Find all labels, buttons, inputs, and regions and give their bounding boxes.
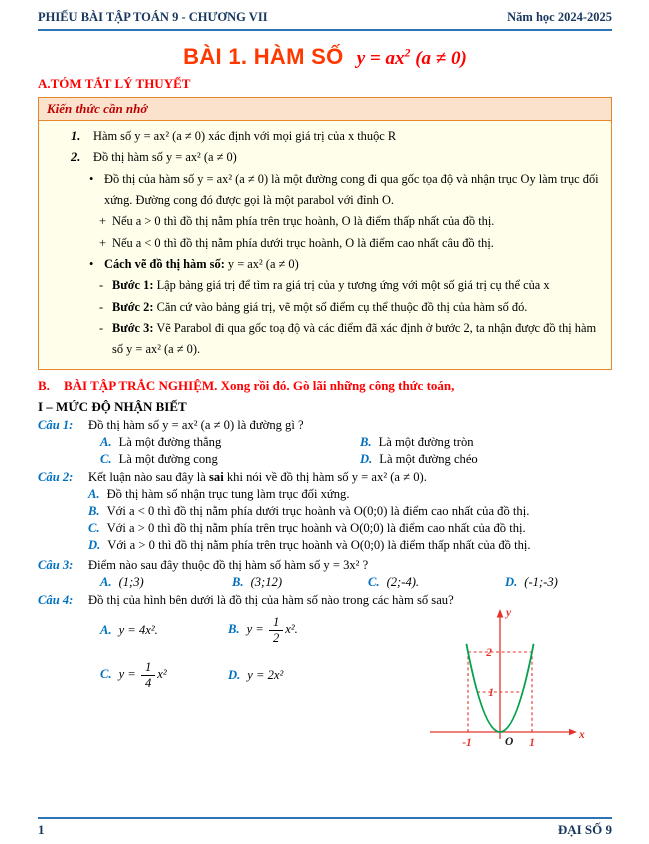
dash-marker: - bbox=[99, 299, 104, 314]
step-1-label: Bước 1: bbox=[112, 278, 154, 293]
option-text: (2;-4). bbox=[386, 574, 420, 589]
question-2-option-d bbox=[88, 538, 612, 553]
parabola-figure bbox=[404, 602, 612, 756]
frac-suffix: x². bbox=[285, 621, 298, 636]
option-text: Với a < 0 thì đồ thị nằm phía dưới trục hoành và O(0;0) là điểm cao nhất của đồ thị. bbox=[106, 503, 530, 518]
bullet-drawing-method bbox=[47, 254, 603, 275]
level-1-heading: I – MỨC ĐỘ NHẬN BIẾT bbox=[38, 398, 187, 414]
question-3 bbox=[38, 558, 612, 590]
lesson-formula bbox=[356, 45, 467, 69]
question-3-body bbox=[88, 558, 612, 590]
page-footer bbox=[38, 817, 612, 838]
option-text bbox=[246, 614, 298, 645]
question-4-text: Đồ thị của hình bên dưới là đồ thị của hàm số nào trong các hàm số sau? bbox=[88, 592, 454, 607]
option-text: Với a > 0 thì đồ thị nằm phía trên trục hoành và O(0;0) là điểm thấp nhất của đồ thị. bbox=[107, 537, 531, 552]
item-1-number: 1. bbox=[71, 129, 81, 143]
step-2-body: Căn cứ vào bảng giá trị, vẽ một số điểm cụ thể thuộc đồ thị của hàm số đó. bbox=[153, 299, 528, 314]
note-a-negative-text: Nếu a < 0 thì đồ thị nằm phía dưới trục hoành, O là điểm cao nhất câu đồ thị. bbox=[112, 235, 494, 250]
option-letter: C. bbox=[368, 574, 380, 589]
question-2-text-post: khi nói về đồ thị hàm số y = ax² (a ≠ 0). bbox=[223, 469, 427, 484]
section-b-heading bbox=[38, 378, 612, 394]
footer-book-title: ĐẠI SỐ 9 bbox=[557, 822, 612, 837]
question-4-body bbox=[88, 593, 612, 756]
y-axis-arrow bbox=[497, 609, 504, 618]
x-axis-label: x bbox=[579, 728, 585, 741]
section-b-text: BÀI TẬP TRẮC NGHIỆM. Xong rồi đó. Gò lãi những công thức toán, bbox=[64, 377, 455, 393]
question-2-option-c bbox=[88, 521, 612, 536]
step-3-text bbox=[112, 318, 603, 361]
option-letter: A. bbox=[100, 574, 112, 589]
section-b-label: B. bbox=[38, 377, 50, 393]
header-schoolyear: Năm học 2024-2025 bbox=[507, 10, 612, 24]
tick-label-y1: 1 bbox=[488, 686, 494, 699]
fraction bbox=[269, 616, 283, 645]
header-title: PHIẾU BÀI TẬP TOÁN 9 - CHƯƠNG VII bbox=[38, 10, 268, 24]
lesson-title: BÀI 1. HÀM SỐ bbox=[183, 44, 344, 69]
question-2-body bbox=[88, 470, 612, 555]
question-4-options bbox=[88, 616, 404, 691]
question-3-options bbox=[88, 575, 612, 590]
step-1-text bbox=[112, 275, 603, 296]
option-text: Là một đường thẳng bbox=[118, 434, 222, 449]
option-letter: B. bbox=[232, 574, 244, 589]
option-letter: C. bbox=[100, 451, 112, 466]
question-1-option-d bbox=[360, 452, 612, 467]
option-letter: A. bbox=[100, 622, 112, 637]
fraction-denominator: 2 bbox=[272, 630, 280, 645]
question-3-option-c bbox=[368, 575, 505, 590]
bullet-parabola-description bbox=[47, 169, 603, 212]
option-text: Là một đường tròn bbox=[378, 434, 474, 449]
item-2-text: Đồ thị hàm số y = ax² (a ≠ 0) bbox=[93, 150, 237, 165]
step-2-label: Bước 2: bbox=[112, 299, 154, 314]
graph-svg bbox=[410, 602, 600, 752]
option-letter: A. bbox=[100, 434, 112, 449]
frac-prefix: y = bbox=[246, 621, 267, 636]
question-3-option-d bbox=[505, 575, 612, 590]
bullet-icon: • bbox=[89, 171, 94, 186]
formula-condition: (a ≠ 0) bbox=[410, 48, 467, 69]
fraction-numerator: 1 bbox=[269, 616, 283, 631]
question-2-options bbox=[88, 487, 612, 553]
drawing-method-formula: y = ax² (a ≠ 0) bbox=[224, 256, 299, 271]
option-text: Đồ thị hàm số nhận trục tung làm trục đối xứng. bbox=[106, 486, 350, 501]
question-1 bbox=[38, 418, 612, 467]
option-text: (-1;-3) bbox=[524, 574, 558, 589]
question-1-label: Câu 1: bbox=[38, 417, 74, 432]
x-axis-arrow bbox=[569, 728, 577, 735]
option-letter: D. bbox=[228, 668, 241, 683]
question-1-option-c bbox=[100, 452, 360, 467]
page-number: 1 bbox=[38, 822, 45, 837]
step-3-label: Bước 3: bbox=[112, 320, 154, 335]
question-3-option-a bbox=[100, 575, 232, 590]
question-2 bbox=[38, 470, 612, 555]
question-4-content bbox=[88, 608, 612, 756]
bullet-parabola-text: Đồ thị của hàm số y = ax² (a ≠ 0) là một đường cong đi qua gốc tọa độ và nhận trục Oy làm trục đối xứng. Đường cong đó được gọi là một parabol với đỉnh O. bbox=[104, 171, 599, 207]
question-3-label: Câu 3: bbox=[38, 557, 74, 572]
question-4-option-d bbox=[228, 668, 404, 683]
option-letter: C. bbox=[100, 667, 112, 682]
question-3-text: Điểm nào sau đây thuộc đồ thị hàm số hàm số y = 3x² ? bbox=[88, 557, 369, 572]
step-2-text bbox=[112, 297, 603, 318]
step-1-body: Lập bảng giá trị để tìm ra giá trị của y tương ứng với một số giá trị cụ thể của x bbox=[153, 278, 550, 293]
note-a-positive bbox=[47, 211, 603, 232]
question-4-option-b bbox=[228, 616, 404, 645]
option-text: (1;3) bbox=[118, 574, 144, 589]
note-a-positive-text: Nếu a > 0 thì đồ thị nằm phía trên trục hoành, O là điểm thấp nhất của đồ thị. bbox=[112, 214, 495, 229]
note-a-negative bbox=[47, 233, 603, 254]
plus-marker: + bbox=[99, 214, 106, 229]
knowledge-item-2 bbox=[47, 147, 603, 168]
page-header bbox=[38, 10, 612, 31]
bullet-icon: • bbox=[89, 256, 94, 271]
option-text: Là một đường chéo bbox=[379, 451, 478, 466]
option-letter: D. bbox=[360, 451, 373, 466]
formula-exponent: 2 bbox=[404, 45, 411, 60]
frac-prefix: y = bbox=[118, 667, 139, 682]
knowledge-box-title: Kiến thức cần nhớ bbox=[39, 98, 611, 121]
question-4-option-a bbox=[100, 623, 228, 638]
option-letter: B. bbox=[360, 434, 372, 449]
option-text: Là một đường cong bbox=[118, 451, 218, 466]
item-1-text: Hàm số y = ax² (a ≠ 0) xác định với mọi giá trị của x thuộc R bbox=[93, 129, 397, 143]
question-2-text bbox=[88, 470, 612, 485]
option-text: Với a > 0 thì đồ thị nằm phía trên trục hoành và O(0;0) là điểm cao nhất của đồ thị. bbox=[106, 520, 526, 535]
option-text: y = 4x². bbox=[118, 622, 158, 637]
knowledge-box bbox=[38, 97, 612, 370]
fraction-denominator: 4 bbox=[144, 676, 152, 691]
lesson-title-row bbox=[38, 44, 612, 70]
step-2 bbox=[47, 297, 603, 318]
drawing-method-label: Cách vẽ đồ thị hàm số: bbox=[104, 256, 225, 271]
question-4-label: Câu 4: bbox=[38, 592, 74, 607]
option-letter: C. bbox=[88, 520, 100, 535]
option-text: (3;12) bbox=[250, 574, 283, 589]
option-text bbox=[118, 660, 167, 691]
question-1-option-b bbox=[360, 435, 612, 450]
question-1-text: Đồ thị hàm số y = ax² (a ≠ 0) là đường gì ? bbox=[88, 417, 304, 432]
question-3-option-b bbox=[232, 575, 368, 590]
tick-label-y2: 2 bbox=[486, 646, 492, 659]
fraction-numerator: 1 bbox=[141, 661, 155, 676]
question-4-options-area bbox=[88, 608, 404, 756]
item-2-number: 2. bbox=[71, 150, 81, 165]
question-2-text-bold: sai bbox=[209, 469, 224, 484]
tick-label-x-pos1: 1 bbox=[529, 736, 535, 749]
origin-label: O bbox=[505, 735, 514, 748]
tick-label-x-neg1: -1 bbox=[462, 736, 472, 749]
formula-base: y = ax bbox=[356, 48, 405, 69]
plus-marker: + bbox=[99, 235, 106, 250]
option-letter: B. bbox=[88, 503, 100, 518]
question-1-option-a bbox=[100, 435, 360, 450]
question-1-options bbox=[88, 435, 612, 467]
dash-marker: - bbox=[99, 278, 104, 293]
step-3-body: Vẽ Parabol đi qua gốc toạ độ và các điểm đã xác định ở bước 2, ta nhận được đồ thị hàm số y = ax² (a ≠ 0). bbox=[112, 320, 597, 357]
section-a-heading: A.TÓM TẮT LÝ THUYẾT bbox=[38, 76, 191, 91]
y-axis-label: y bbox=[506, 606, 512, 619]
fraction bbox=[141, 661, 155, 690]
option-letter: D. bbox=[505, 574, 518, 589]
knowledge-item-1 bbox=[47, 126, 603, 147]
option-letter: B. bbox=[228, 621, 240, 636]
dash-marker: - bbox=[99, 320, 104, 335]
frac-suffix: x² bbox=[157, 667, 167, 682]
question-4 bbox=[38, 593, 612, 756]
option-letter: A. bbox=[88, 486, 100, 501]
step-3 bbox=[47, 318, 603, 361]
drawing-method-text bbox=[104, 254, 603, 275]
question-2-text-pre: Kết luận nào sau đây là bbox=[88, 469, 209, 484]
step-1 bbox=[47, 275, 603, 296]
question-2-option-b bbox=[88, 504, 612, 519]
question-1-body bbox=[88, 418, 612, 467]
question-4-option-c bbox=[100, 661, 228, 690]
option-letter: D. bbox=[88, 537, 101, 552]
option-text: y = 2x² bbox=[247, 668, 284, 683]
knowledge-box-body bbox=[39, 121, 611, 369]
question-2-label: Câu 2: bbox=[38, 469, 74, 484]
question-2-option-a bbox=[88, 487, 612, 502]
